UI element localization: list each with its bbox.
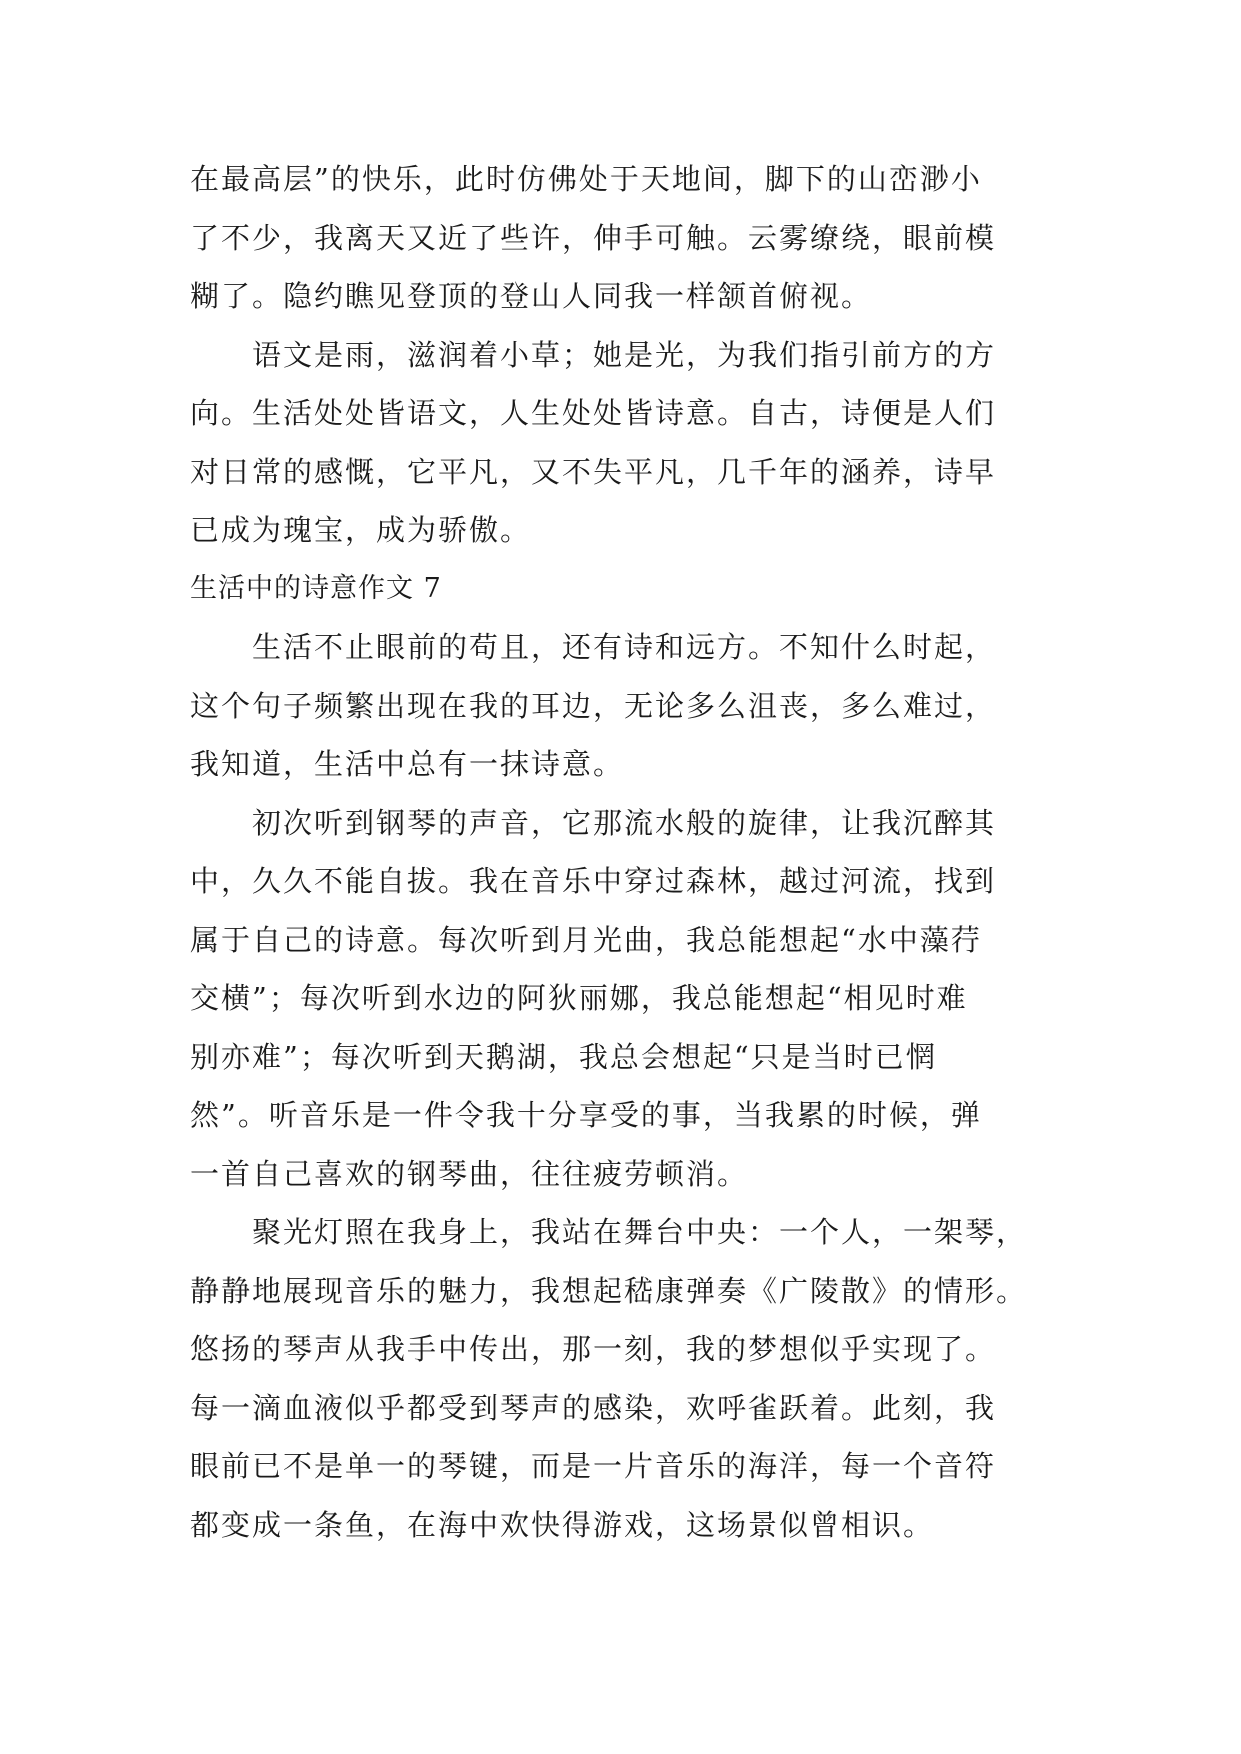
- text-line: 我知道，生活中总有一抹诗意。: [190, 747, 625, 781]
- text-line: 这个句子频繁出现在我的耳边，无论多么沮丧，多么难过，: [190, 688, 997, 723]
- paragraph-2: [190, 326, 1070, 560]
- text-line: 生活不止眼前的苟且，还有诗和远方。不知什么时起，: [252, 630, 997, 664]
- paragraph-5: [190, 1203, 1070, 1554]
- section-title: 生活中的诗意作文 7: [190, 572, 442, 604]
- text-line: 聚光灯照在我身上，我站在舞台中央：一个人，一架琴，: [252, 1215, 1028, 1249]
- text-line: 在最高层”的快乐，此时仿佛处于天地间，脚下的山峦渺小: [190, 162, 982, 196]
- section-heading: [190, 560, 1070, 619]
- text-line: 静静地展现音乐的魅力，我想起嵇康弹奏《广陵散》的情形。: [190, 1273, 1028, 1308]
- text-line: 属于自己的诗意。每次听到月光曲，我总能想起“水中藻荇: [190, 922, 982, 957]
- paragraph-3: [190, 618, 1070, 794]
- text-line: 了不少，我离天又近了些许，伸手可触。云雾缭绕，眼前模: [190, 220, 997, 255]
- text-line: 别亦难”；每次听到天鹅湖，我总会想起“只是当时已惘: [190, 1039, 937, 1074]
- text-line: 一首自己喜欢的钢琴曲，往往疲劳顿消。: [190, 1156, 749, 1191]
- text-line: 中，久久不能自拔。我在音乐中穿过森林，越过河流，找到: [190, 864, 997, 898]
- text-line: 悠扬的琴声从我手中传出，那一刻，我的梦想似乎实现了。: [190, 1332, 997, 1366]
- text-line: 每一滴血液似乎都受到琴声的感染，欢呼雀跃着。此刻，我: [190, 1390, 997, 1425]
- text-line: 对日常的感慨，它平凡，又不失平凡，几千年的涵养，诗早: [190, 454, 997, 489]
- text-line: 向。生活处处皆语文，人生处处皆诗意。自古，诗便是人们: [190, 396, 997, 430]
- text-line: 眼前已不是单一的琴键，而是一片音乐的海洋，每一个音符: [190, 1449, 997, 1483]
- paragraph-4: [190, 794, 1070, 1204]
- paragraph-1: [190, 150, 1070, 326]
- text-line: 语文是雨，滋润着小草；她是光，为我们指引前方的方: [252, 337, 997, 372]
- text-line: 糊了。隐约瞧见登顶的登山人同我一样颔首俯视。: [190, 279, 873, 313]
- document-body: [190, 150, 1070, 1554]
- text-line: 初次听到钢琴的声音，它那流水般的旋律，让我沉醉其: [252, 805, 997, 840]
- text-line: 然”。听音乐是一件令我十分享受的事，当我累的时候，弹: [190, 1098, 982, 1132]
- text-line: 交横”；每次听到水边的阿狄丽娜，我总能想起“相见时难: [190, 981, 968, 1015]
- text-line: 都变成一条鱼，在海中欢快得游戏，这场景似曾相识。: [190, 1507, 935, 1542]
- text-line: 已成为瑰宝，成为骄傲。: [190, 513, 532, 547]
